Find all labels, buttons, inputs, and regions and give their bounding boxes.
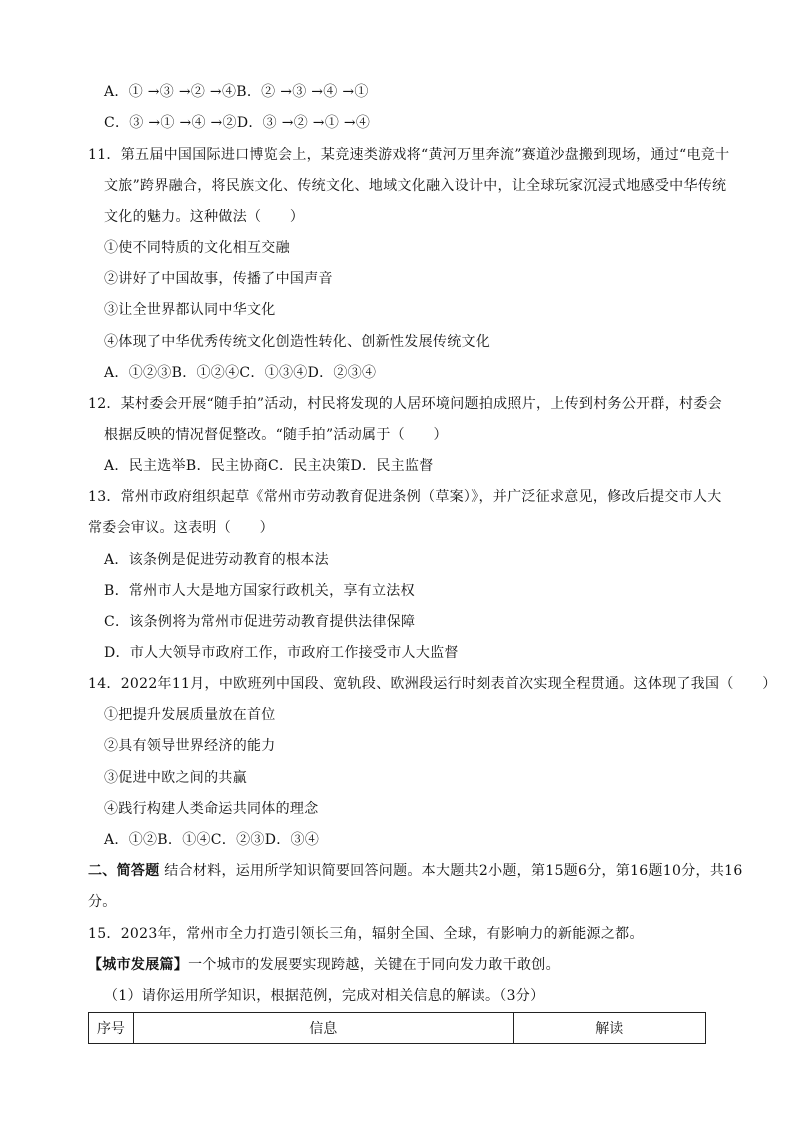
q14-item-4: ④践行构建人类命运共同体的理念	[104, 801, 319, 817]
q14-item-2: ②具有领导世界经济的能力	[104, 738, 276, 754]
q13-option-c: C．该条例将为常州市促进劳动教育提供法律保障	[104, 614, 416, 630]
q11-stem-line-2: 文旅”跨界融合，将民族文化、传统文化、地域文化融入设计中，让全球玩家沉浸式地感受中华传统	[104, 178, 727, 194]
q14-item-3: ③促进中欧之间的共赢	[104, 770, 247, 786]
q11-stem-line-1: 11．第五届中国国际进口博览会上，某竞速类游戏将“黄河万里奔流”赛道沙盘搬到现场，通过“电竞十	[88, 147, 730, 163]
q15-city-development	[88, 956, 560, 974]
q14-options: A．①②B．①④C．②③D．③④	[104, 832, 320, 848]
q10-options-cd: C．③ →① →④ →②D．③ →② →① →④	[104, 115, 371, 131]
section-2-intro	[88, 862, 743, 880]
section-2-instructions-cont: 分。	[88, 894, 117, 910]
table-header-info: 信息	[133, 1013, 513, 1044]
q14-item-1: ①把提升发展质量放在首位	[104, 707, 276, 723]
q12-stem-line-2: 根据反映的情况督促整改。“随手拍”活动属于（ ）	[104, 427, 448, 443]
q12-stem-line-1: 12．某村委会开展“随手拍”活动，村民将发现的人居环境问题拍成照片，上传到村务公开群，村委会	[88, 396, 722, 412]
q11-item-2: ②讲好了中国故事，传播了中国声音	[104, 271, 333, 287]
answer-table	[88, 1012, 706, 1044]
q10-options-ab: A．① →③ →② →④B．② →③ →④ →①	[104, 84, 369, 100]
section-2-heading: 二、简答题	[88, 863, 160, 879]
q15-tag: 【城市发展篇】	[88, 957, 189, 973]
q13-stem-line-1: 13．常州市政府组织起草《常州市劳动教育促进条例（草案）》，并广泛征求意见，修改后提交市人大	[88, 489, 722, 505]
q15-stem: 15．2023年，常州市全力打造引领长三角，辐射全国、全球，有影响力的新能源之都。	[88, 926, 644, 942]
q13-stem-line-2: 常委会审议。这表明（ ）	[88, 520, 274, 536]
q13-option-b: B．常州市人大是地方国家行政机关，享有立法权	[104, 583, 415, 599]
q13-option-a: A．该条例是促进劳动教育的根本法	[104, 552, 329, 568]
q14-stem: 14．2022年11月，中欧班列中国段、宽轨段、欧洲段运行时刻表首次实现全程贯通。这体现了我国（ ）	[88, 676, 777, 692]
q11-item-1: ①使不同特质的文化相互交融	[104, 240, 290, 256]
section-2-instructions: 结合材料，运用所学知识简要回答问题。本大题共2小题，第15题6分，第16题10分，共16	[164, 863, 743, 879]
q15-sub-question-1: （1）请你运用所学知识，根据范例，完成对相关信息的解读。（3分）	[104, 988, 545, 1004]
q15-tag-text: 一个城市的发展要实现跨越，关键在于同向发力敢干敢创。	[188, 957, 560, 973]
q12-options: A．民主选举B．民主协商C．民主决策D．民主监督	[104, 458, 434, 474]
table-header-index: 序号	[89, 1013, 134, 1044]
q11-item-3: ③让全世界都认同中华文化	[104, 302, 276, 318]
q11-options: A．①②③B．①②④C．①③④D．②③④	[104, 365, 377, 381]
q11-item-4: ④体现了中华优秀传统文化创造性转化、创新性发展传统文化	[104, 334, 491, 350]
table-header-row	[89, 1013, 706, 1044]
q13-option-d: D．市人大领导市政府工作，市政府工作接受市人大监督	[104, 645, 459, 661]
q11-stem-line-3: 文化的魅力。这种做法（ ）	[104, 209, 305, 225]
table-header-interpretation: 解读	[513, 1013, 705, 1044]
